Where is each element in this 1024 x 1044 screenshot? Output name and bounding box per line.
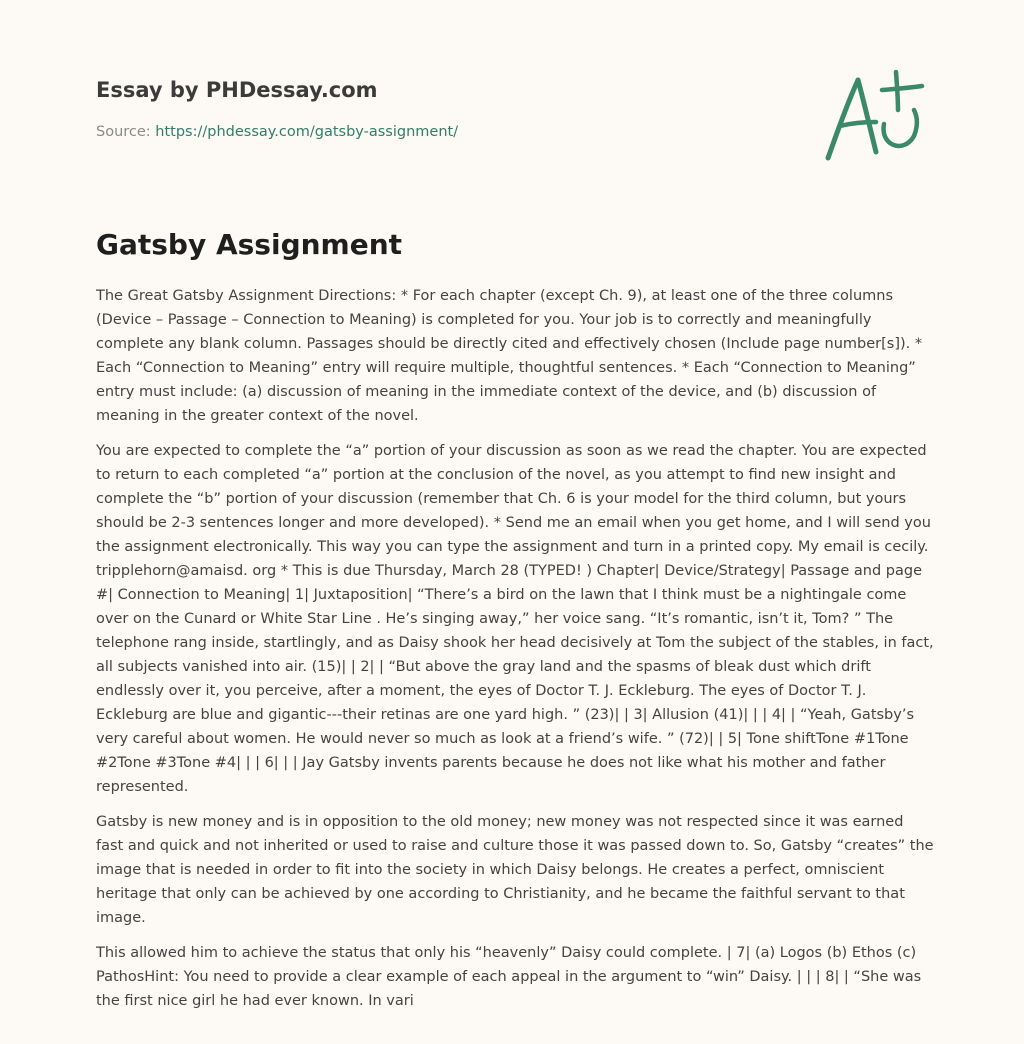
article-paragraph: The Great Gatsby Assignment Directions: * For each chapter (except Ch. 9), at least one of the three columns (Device – Passage – Connection to Meaning) is completed for you. Your job is to correctly and meaningfully complete any blank column. Passages should be directly cited and effectively chosen (Include page number[s]). * Each “Connection to Meaning” entry will require multiple, thoughtful sentences. * Each “Connection to Meaning” entry must include: (a) discussion of meaning in the immediate context of the device, and (b) discussion of meaning in the greater context of the novel.	[96, 288, 923, 424]
article-title: Gatsby Assignment	[96, 228, 403, 261]
article-paragraph: Gatsby is new money and is in opposition to the old money; new money was not respected since it was earned fast and quick and not inherited or used to raise and culture those it was passed down to. So, Gatsby “creates” the image that is needed in order to fit into the society in which Daisy belongs. He creates a perfect, omniscient heritage that only can be achieved by one according to Christianity, and he became the faithful servant to that image.	[96, 814, 934, 926]
article-paragraph: This allowed him to achieve the status that only his “heavenly” Daisy could complete. | 7| (a) Logos (b) Ethos (c) PathosHint: You need to provide a clear example of each appeal in the argument to “win” Daisy. | | | 8| | “She was the first nice girl he had ever known. In vari	[96, 945, 922, 1009]
source-line	[96, 122, 796, 142]
site-header	[96, 76, 796, 142]
source-label: Source:	[96, 124, 156, 140]
article	[96, 226, 934, 1024]
source-link[interactable]: https://phdessay.com/gatsby-assignment/	[155, 124, 459, 140]
a-plus-grade-icon	[818, 66, 930, 166]
article-paragraph: You are expected to complete the “a” portion of your discussion as soon as we read the chapter. You are expected to return to each completed “a” portion at the conclusion of the novel, as you attempt to find new insight and complete the “b” portion of your discussion (remember that Ch. 6 is your model for the third column, but yours should be 2-3 sentences longer and more developed). * Send me an email when you get home, and I will send you the assignment electronically. This way you can type the assignment and turn in a printed copy. My email is cecily. tripplehorn@amaisd. org * This is due Thursday, March 28 (TYPED! ) Chapter| Device/Strategy| Passage and page #| Connection to Meaning| 1| Juxtaposition| “There’s a bird on the lawn that I think must be a nightingale come over on the Cunard or White Star Line . He’s singing away,” her voice sang. “It’s romantic, isn’t it, Tom? ” The telephone rang inside, startlingly, and as Daisy shook her head decisively at Tom the subject of the stables, in fact, all subjects vanished into air. (15)| | 2| | “But above the gray land and the spasms of bleak dust which drift endlessly over it, you perceive, after a moment, the eyes of Doctor T. J. Eckleburg. The eyes of Doctor T. J. Eckleburg are blue and gigantic---their retinas are one yard high. ” (23)| | 3| Allusion (41)| | | 4| | “Yeah, Gatsby’s very careful about women. He would never so much as look at a friend’s wife. ” (72)| | 5| Tone shiftTone #1Tone #2Tone #3Tone #4| | | 6| | | Jay Gatsby invents parents because he does not like what his mother and father represented.	[96, 443, 934, 795]
brand-title: Essay by PHDessay.com	[96, 78, 378, 102]
